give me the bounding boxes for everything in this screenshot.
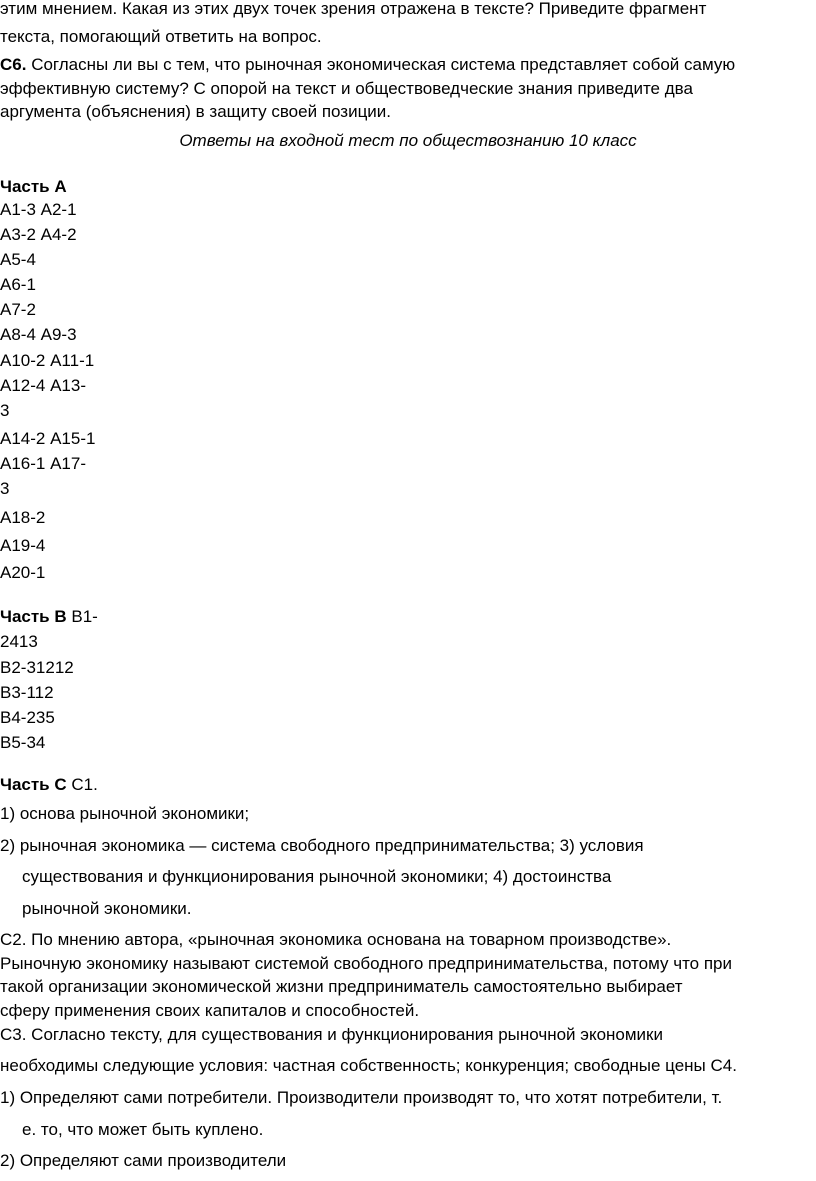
- c2-line: сферу применения своих капиталов и способностей.: [0, 1001, 420, 1020]
- part-b-line: В3-112: [0, 683, 54, 702]
- part-a-line: А1-3 А2-1: [0, 200, 77, 219]
- part-b-first: В1-: [66, 607, 98, 626]
- c4-item-2: 2) Определяют сами производители: [0, 1151, 287, 1170]
- part-a-line: А3-2 А4-2: [0, 225, 77, 244]
- part-a-line: А19-4: [0, 536, 46, 555]
- c4-item-1-cont: е. то, что может быть куплено.: [22, 1120, 264, 1139]
- part-a-line: А10-2 А11-1: [0, 351, 95, 370]
- part-a-line: А14-2 А15-1: [0, 429, 96, 448]
- c3-line: С3. Согласно тексту, для существования и функционирования рыночной экономики: [0, 1025, 663, 1044]
- question-c6-text-1: Согласны ли вы с тем, что рыночная экономическая система представляет собой самую: [26, 55, 736, 74]
- c1-item-2-cont: существования и функционирования рыночной экономики; 4) достоинства: [22, 867, 612, 886]
- part-c-first: С1.: [66, 775, 98, 794]
- part-a-line: 3: [0, 479, 10, 498]
- c3-line: необходимы следующие условия: частная собственность; конкуренция; свободные цены С4.: [0, 1056, 737, 1075]
- part-b-heading: Часть В: [0, 607, 67, 626]
- intro-line-2: текста, помогающий ответить на вопрос.: [0, 27, 322, 46]
- part-a-line: А12-4 А13-: [0, 376, 86, 395]
- c4-item-1: 1) Определяют сами потребители. Производители производят то, что хотят потребители, т.: [0, 1088, 723, 1107]
- c1-item-2: 2) рыночная экономика — система свободного предпринимательства; 3) условия: [0, 836, 644, 855]
- c1-item-1: 1) основа рыночной экономики;: [0, 804, 250, 823]
- c2-line: Рыночную экономику называют системой свободного предпринимательства, потому что при: [0, 954, 732, 973]
- intro-line-1: этим мнением. Какая из этих двух точек зрения отражена в тексте? Приведите фрагмент: [0, 0, 707, 18]
- part-b-line: В2-31212: [0, 658, 74, 677]
- question-c6-line-1: [0, 54, 735, 76]
- part-a-line: А18-2: [0, 508, 46, 527]
- c2-line: С2. По мнению автора, «рыночная экономика основана на товарном производстве».: [0, 930, 672, 949]
- part-b-line: В5-34: [0, 733, 46, 752]
- part-a-line: А7-2: [0, 300, 36, 319]
- question-c6-line-3: аргумента (объяснения) в защиту своей позиции.: [0, 102, 392, 121]
- part-a-line: А5-4: [0, 250, 36, 269]
- part-a-line: 3: [0, 401, 10, 420]
- part-a-line: А20-1: [0, 563, 46, 582]
- question-c6-line-2: эффективную систему? С опорой на текст и обществоведческие знания приведите два: [0, 79, 693, 98]
- part-a-line: А6-1: [0, 275, 36, 294]
- part-a-line: А8-4 А9-3: [0, 325, 77, 344]
- question-c6-label: С6.: [0, 55, 27, 74]
- c2-line: такой организации экономической жизни предприниматель самостоятельно выбирает: [0, 977, 683, 996]
- part-c-heading: Часть С: [0, 775, 67, 794]
- part-b-line: 2413: [0, 632, 38, 651]
- c1-item-2-cont: рыночной экономики.: [22, 899, 192, 918]
- part-a-line: А16-1 А17-: [0, 454, 86, 473]
- part-b-first-line: [0, 606, 98, 628]
- part-b-line: В4-235: [0, 708, 55, 727]
- part-a-heading: Часть А: [0, 177, 67, 196]
- part-c-first-line: [0, 774, 98, 796]
- answers-title: Ответы на входной тест по обществознанию 10 класс: [179, 131, 637, 150]
